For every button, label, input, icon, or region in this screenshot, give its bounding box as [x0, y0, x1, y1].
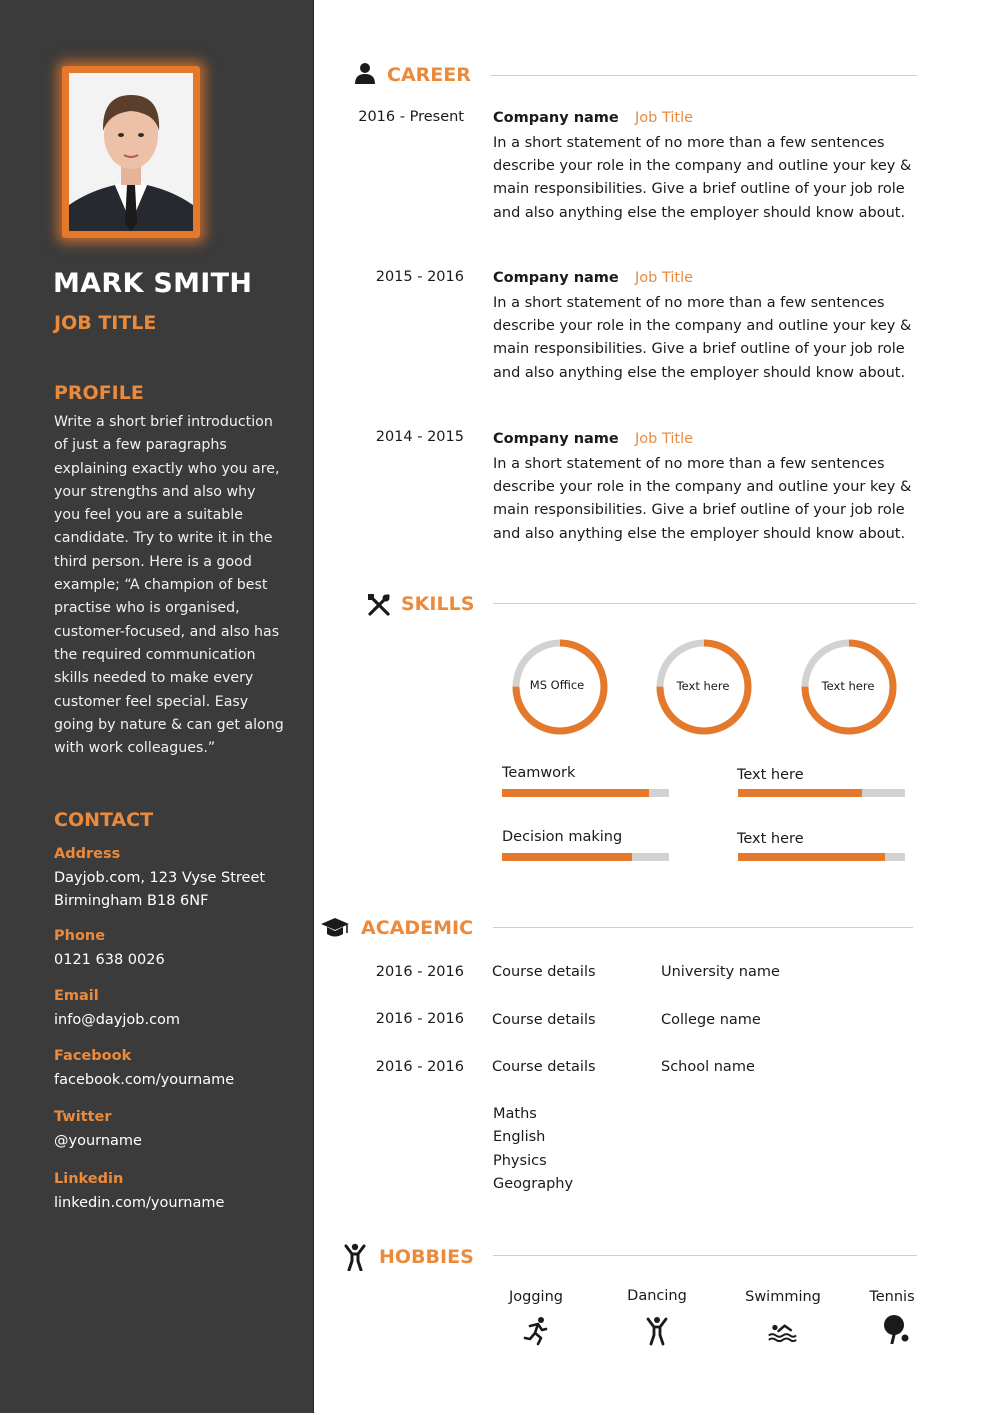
description-line: and also anything else the employer should know about.: [493, 364, 906, 381]
skill-bar-label: Text here: [737, 831, 804, 847]
hobbies-heading: HOBBIES: [379, 1246, 474, 1268]
academic-institution: College name: [661, 1012, 761, 1028]
profile-line: the required communication: [54, 646, 256, 663]
dancing-icon: [642, 1316, 672, 1346]
email-link[interactable]: info@dayjob.com: [54, 1012, 181, 1028]
skills-heading: SKILLS: [401, 593, 475, 615]
career-dates: 2014 - 2015: [375, 429, 464, 445]
phone-value[interactable]: 0121 638 0026: [54, 952, 165, 968]
jogging-icon: [521, 1316, 551, 1346]
academic-subject: Geography: [493, 1176, 574, 1192]
career-job-title: Job Title: [635, 431, 694, 447]
academic-subject: English: [493, 1129, 546, 1145]
description-line: In a short statement of no more than a few sentences: [493, 295, 885, 311]
profile-heading: PROFILE: [54, 382, 144, 404]
profile-line: of just a few paragraphs: [54, 437, 227, 454]
skill-bar-track: [738, 789, 905, 797]
hobby-label: Tennis: [869, 1289, 915, 1305]
academic-divider: [493, 927, 913, 928]
skill-bar-fill: [502, 853, 632, 861]
twitter-label: Twitter: [54, 1109, 112, 1125]
linkedin-link[interactable]: linkedin.com/yourname: [54, 1195, 225, 1211]
profile-line: explaining exactly who you are,: [54, 460, 280, 477]
hobby-label: Swimming: [745, 1289, 821, 1305]
career-divider: [490, 75, 917, 76]
linkedin-label: Linkedin: [54, 1171, 124, 1187]
career-dates: 2016 - Present: [358, 109, 464, 125]
candidate-name: MARK SMITH: [53, 268, 253, 299]
academic-subject: Maths: [493, 1106, 537, 1122]
description-line: main responsibilities. Give a brief outline of your job role: [493, 341, 905, 358]
profile-line: candidate. Try to write it in the: [54, 530, 273, 547]
career-company: Company name: [493, 431, 619, 447]
address-label: Address: [54, 846, 121, 862]
sidebar: [0, 0, 314, 1413]
profile-text: [54, 411, 294, 760]
profile-line: your strengths and also why: [54, 483, 256, 500]
academic-subject: Physics: [493, 1153, 547, 1169]
academic-dates: 2016 - 2016: [375, 964, 464, 980]
skills-divider: [493, 603, 916, 604]
academic-course: Course details: [492, 1059, 596, 1075]
academic-dates: 2016 - 2016: [375, 1011, 464, 1027]
profile-line: example; “A champion of best: [54, 577, 268, 594]
academic-course: Course details: [492, 964, 596, 980]
tennis-icon: [881, 1314, 911, 1344]
swimming-icon: [767, 1316, 797, 1346]
profile-photo: [69, 73, 193, 231]
description-line: main responsibilities. Give a brief outline of your job role: [493, 502, 905, 519]
academic-course: Course details: [492, 1012, 596, 1028]
skill-bar-label: Text here: [737, 767, 804, 783]
career-description: [493, 292, 923, 385]
hobbies-divider: [493, 1255, 917, 1256]
person-arms-up-icon: [343, 1243, 367, 1271]
skill-bar-label: Teamwork: [502, 765, 576, 781]
profile-line: skills needed to make every: [54, 670, 254, 687]
skill-ring-label: MS Office: [529, 678, 585, 692]
phone-label: Phone: [54, 928, 106, 944]
profile-line: third person. Here is a good: [54, 553, 252, 570]
academic-institution: University name: [661, 964, 780, 980]
profile-line: customer-focused, and also has: [54, 623, 280, 640]
hobby-label: Dancing: [627, 1288, 687, 1304]
candidate-job-title: JOB TITLE: [54, 312, 157, 334]
skill-bar-track: [502, 853, 669, 861]
career-dates: 2015 - 2016: [375, 269, 464, 285]
career-description: [493, 453, 923, 546]
career-company: Company name: [493, 110, 619, 126]
graduation-cap-icon: [320, 917, 350, 939]
skill-bar-label: Decision making: [502, 829, 623, 845]
description-line: main responsibilities. Give a brief outline of your job role: [493, 181, 905, 198]
email-label: Email: [54, 988, 99, 1004]
description-line: describe your role in the company and outline your key &: [493, 158, 912, 175]
description-line: describe your role in the company and outline your key &: [493, 479, 912, 496]
skill-ring-label: Text here: [676, 679, 730, 693]
twitter-link[interactable]: @yourname: [54, 1133, 142, 1149]
description-line: describe your role in the company and outline your key &: [493, 318, 912, 335]
profile-photo-frame: [62, 66, 200, 238]
contact-heading: CONTACT: [54, 809, 154, 831]
description-line: In a short statement of no more than a few sentences: [493, 135, 885, 151]
career-description: [493, 132, 923, 225]
profile-line: with work colleagues.”: [54, 740, 216, 757]
academic-heading: ACADEMIC: [361, 917, 474, 939]
profile-line: going by nature & can get along: [54, 716, 284, 733]
skill-bar-fill: [738, 789, 862, 797]
career-company: Company name: [493, 270, 619, 286]
address-line-1: Dayjob.com, 123 Vyse Street: [54, 870, 266, 886]
description-line: and also anything else the employer should know about.: [493, 525, 906, 542]
skill-bar-fill: [738, 853, 885, 861]
facebook-link[interactable]: facebook.com/yourname: [54, 1072, 235, 1088]
skill-ring-label: Text here: [821, 679, 875, 693]
tools-icon: [367, 593, 391, 617]
address-line-2: Birmingham B18 6NF: [54, 893, 209, 909]
profile-line: you feel you are a suitable: [54, 507, 243, 524]
profile-line: practise who is organised,: [54, 600, 240, 617]
profile-line: customer feel special. Easy: [54, 693, 249, 710]
profile-line: Write a short brief introduction: [54, 414, 273, 430]
academic-institution: School name: [661, 1059, 755, 1075]
skill-bar-fill: [502, 789, 649, 797]
person-icon: [354, 62, 376, 84]
skill-bar-track: [502, 789, 669, 797]
hobby-label: Jogging: [509, 1289, 563, 1305]
skill-bar-track: [738, 853, 905, 861]
academic-dates: 2016 - 2016: [375, 1059, 464, 1075]
career-heading: CAREER: [387, 64, 471, 86]
facebook-label: Facebook: [54, 1048, 132, 1064]
portrait-illustration: [69, 73, 193, 231]
description-line: In a short statement of no more than a few sentences: [493, 456, 885, 472]
description-line: and also anything else the employer should know about.: [493, 204, 906, 221]
career-job-title: Job Title: [635, 110, 694, 126]
career-job-title: Job Title: [635, 270, 694, 286]
